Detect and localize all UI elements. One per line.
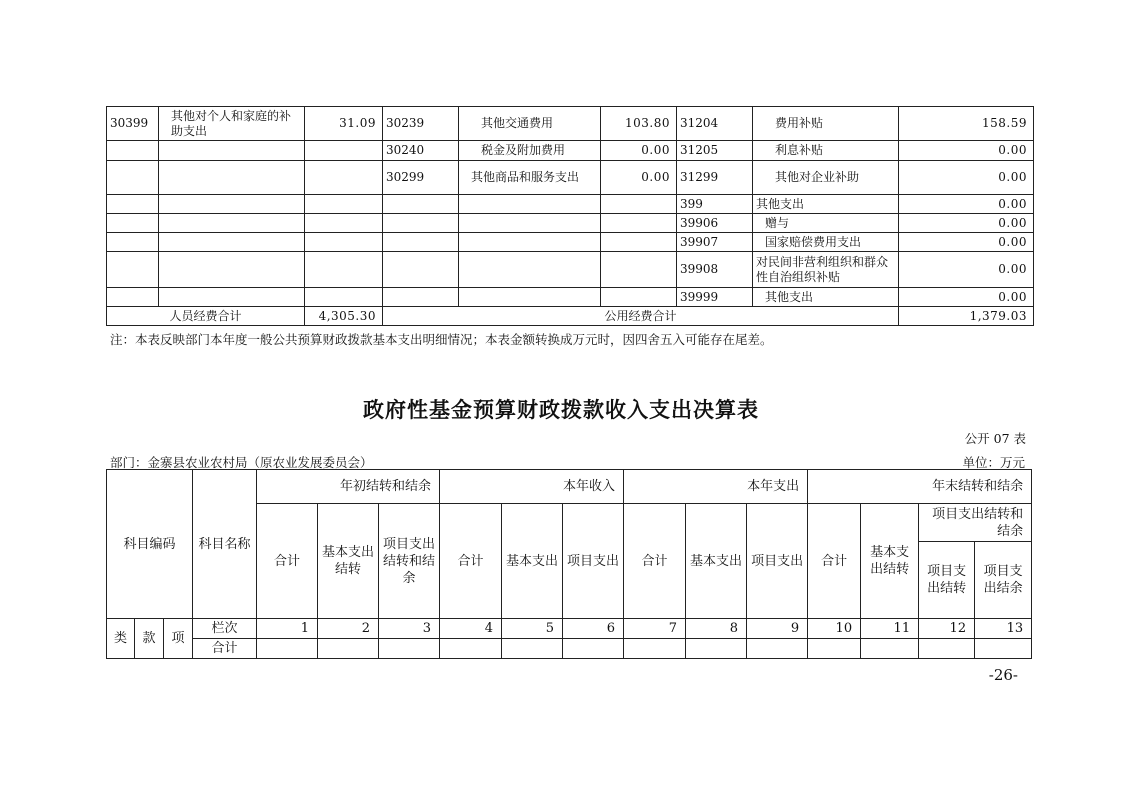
cell-name <box>159 195 305 214</box>
cell-code: 30240 <box>383 141 459 161</box>
cell-amount: 0.00 <box>899 288 1034 307</box>
cell-amount <box>601 195 677 214</box>
cell-code: 39907 <box>677 233 753 252</box>
col-basic-exp-header: 基本支出 <box>686 504 747 619</box>
cell-name <box>159 288 305 307</box>
cell-code <box>107 214 159 233</box>
cell-name: 其他商品和服务支出 <box>459 161 601 195</box>
cell-name <box>159 161 305 195</box>
cell-amount: 0.00 <box>899 161 1034 195</box>
cell-code: 39908 <box>677 252 753 288</box>
column-number: 2 <box>318 619 379 639</box>
cell-name: 利息补贴 <box>753 141 899 161</box>
cell-name: 其他交通费用 <box>459 107 601 141</box>
column-number: 13 <box>975 619 1032 639</box>
unit-label: 单位：万元 <box>962 455 1025 470</box>
cell-amount: 158.59 <box>899 107 1034 141</box>
cell-name <box>159 252 305 288</box>
end-balance-header: 年末结转和结余 <box>808 470 1032 504</box>
subject-name-header: 科目名称 <box>193 470 257 619</box>
column-number-row <box>107 619 1032 639</box>
column-number: 8 <box>686 619 747 639</box>
table-row <box>107 252 1034 288</box>
table-row <box>107 141 1034 161</box>
col-project-exp-header: 项目支出 <box>563 504 624 619</box>
cell-name: 对民间非营利组织和群众性自治组织补贴 <box>753 252 899 288</box>
cell-name: 国家赔偿费用支出 <box>753 233 899 252</box>
empty-cell <box>379 639 440 659</box>
cell-amount <box>305 141 383 161</box>
cell-amount: 0.00 <box>601 161 677 195</box>
cell-amount: 0.00 <box>899 195 1034 214</box>
lanci-label: 栏次 <box>193 619 257 639</box>
cell-code <box>107 288 159 307</box>
fund-budget-table <box>106 469 1032 659</box>
col-total-header: 合计 <box>440 504 502 619</box>
cell-name <box>159 141 305 161</box>
income-header: 本年收入 <box>440 470 624 504</box>
kuan-header: 款 <box>135 619 164 659</box>
cell-code: 30239 <box>383 107 459 141</box>
page-title: 政府性基金预算财政拨款收入支出决算表 <box>363 397 759 422</box>
cell-amount <box>601 252 677 288</box>
cell-code <box>383 195 459 214</box>
cell-amount <box>601 233 677 252</box>
empty-cell <box>686 639 747 659</box>
cell-name <box>159 214 305 233</box>
column-number: 5 <box>502 619 563 639</box>
cell-amount: 0.00 <box>899 214 1034 233</box>
cell-amount: 0.00 <box>899 141 1034 161</box>
lei-header: 类 <box>107 619 135 659</box>
cell-name: 其他对个人和家庭的补助支出 <box>159 107 305 141</box>
column-number: 6 <box>563 619 624 639</box>
empty-cell <box>808 639 861 659</box>
col-basic-exp-header: 基本支出 <box>502 504 563 619</box>
personnel-total-label: 人员经费合计 <box>107 307 305 326</box>
cell-code: 39999 <box>677 288 753 307</box>
cell-code: 30299 <box>383 161 459 195</box>
empty-cell <box>502 639 563 659</box>
public-total-value: 1,379.03 <box>899 307 1034 326</box>
expense-header: 本年支出 <box>624 470 808 504</box>
expenditure-detail-table <box>106 106 1034 326</box>
cell-amount <box>305 288 383 307</box>
cell-amount: 0.00 <box>899 233 1034 252</box>
cell-amount <box>305 161 383 195</box>
col-total-header: 合计 <box>257 504 318 619</box>
empty-cell <box>975 639 1032 659</box>
form-code: 公开 07 表 <box>964 431 1026 446</box>
cell-amount <box>305 214 383 233</box>
cell-code <box>107 141 159 161</box>
cell-amount: 103.80 <box>601 107 677 141</box>
cell-amount <box>305 195 383 214</box>
cell-amount <box>305 252 383 288</box>
cell-code <box>383 233 459 252</box>
column-number: 4 <box>440 619 502 639</box>
xiang-header: 项 <box>164 619 193 659</box>
cell-code: 30399 <box>107 107 159 141</box>
table-note: 注：本表反映部门本年度一般公共预算财政拨款基本支出明细情况；本表金额转换成万元时，因四舍五入可能存在尾差。 <box>110 332 773 347</box>
cell-code: 399 <box>677 195 753 214</box>
cell-name: 税金及附加费用 <box>459 141 601 161</box>
total-row <box>107 307 1034 326</box>
empty-cell <box>624 639 686 659</box>
table-row <box>107 195 1034 214</box>
col-total-header: 合计 <box>624 504 686 619</box>
col-basic-carry-header: 基本支出结转 <box>318 504 379 619</box>
subject-code-header: 科目编码 <box>107 470 193 619</box>
empty-cell <box>861 639 919 659</box>
cell-name <box>159 233 305 252</box>
column-number: 3 <box>379 619 440 639</box>
cell-amount: 0.00 <box>601 141 677 161</box>
cell-code: 31205 <box>677 141 753 161</box>
cell-code: 31299 <box>677 161 753 195</box>
cell-name: 其他支出 <box>753 288 899 307</box>
end-project-header: 项目支出结转和结余 <box>919 504 1032 542</box>
cell-name: 其他对企业补助 <box>753 161 899 195</box>
table-row <box>107 214 1034 233</box>
column-number: 12 <box>919 619 975 639</box>
column-number: 7 <box>624 619 686 639</box>
cell-name <box>459 214 601 233</box>
empty-cell <box>318 639 379 659</box>
cell-name: 费用补贴 <box>753 107 899 141</box>
cell-name <box>459 252 601 288</box>
public-total-label: 公用经费合计 <box>383 307 899 326</box>
column-number: 1 <box>257 619 318 639</box>
table-row <box>107 161 1034 195</box>
cell-code <box>107 195 159 214</box>
column-number: 11 <box>861 619 919 639</box>
col-end-project-carry-header: 项目支出结转 <box>919 542 975 619</box>
col-project-carry-header: 项目支出结转和结余 <box>379 504 440 619</box>
table-row <box>107 233 1034 252</box>
total-label: 合计 <box>193 639 257 659</box>
begin-balance-header: 年初结转和结余 <box>257 470 440 504</box>
cell-name: 赠与 <box>753 214 899 233</box>
empty-cell <box>919 639 975 659</box>
cell-amount: 0.00 <box>899 252 1034 288</box>
cell-name <box>459 233 601 252</box>
col-end-project-surplus-header: 项目支出结余 <box>975 542 1032 619</box>
column-number: 10 <box>808 619 861 639</box>
cell-name: 其他支出 <box>753 195 899 214</box>
table-row <box>107 107 1034 141</box>
table-row <box>107 288 1034 307</box>
header-row <box>107 470 1032 504</box>
page-number: -26- <box>988 666 1018 684</box>
cell-amount <box>601 214 677 233</box>
cell-code <box>383 252 459 288</box>
cell-amount <box>305 233 383 252</box>
cell-name <box>459 288 601 307</box>
cell-amount: 31.09 <box>305 107 383 141</box>
personnel-total-value: 4,305.30 <box>305 307 383 326</box>
department-label: 部门：金寨县农业农村局（原农业发展委员会） <box>110 455 373 470</box>
total-row <box>107 639 1032 659</box>
cell-code: 39906 <box>677 214 753 233</box>
cell-amount <box>601 288 677 307</box>
col-total-header: 合计 <box>808 504 861 619</box>
empty-cell <box>563 639 624 659</box>
cell-code <box>107 161 159 195</box>
cell-code <box>107 252 159 288</box>
col-basic-carry-header: 基本支出结转 <box>861 504 919 619</box>
cell-code <box>107 233 159 252</box>
column-number: 9 <box>747 619 808 639</box>
cell-code <box>383 214 459 233</box>
col-project-exp-header: 项目支出 <box>747 504 808 619</box>
cell-name <box>459 195 601 214</box>
empty-cell <box>440 639 502 659</box>
cell-code: 31204 <box>677 107 753 141</box>
cell-code <box>383 288 459 307</box>
empty-cell <box>257 639 318 659</box>
empty-cell <box>747 639 808 659</box>
